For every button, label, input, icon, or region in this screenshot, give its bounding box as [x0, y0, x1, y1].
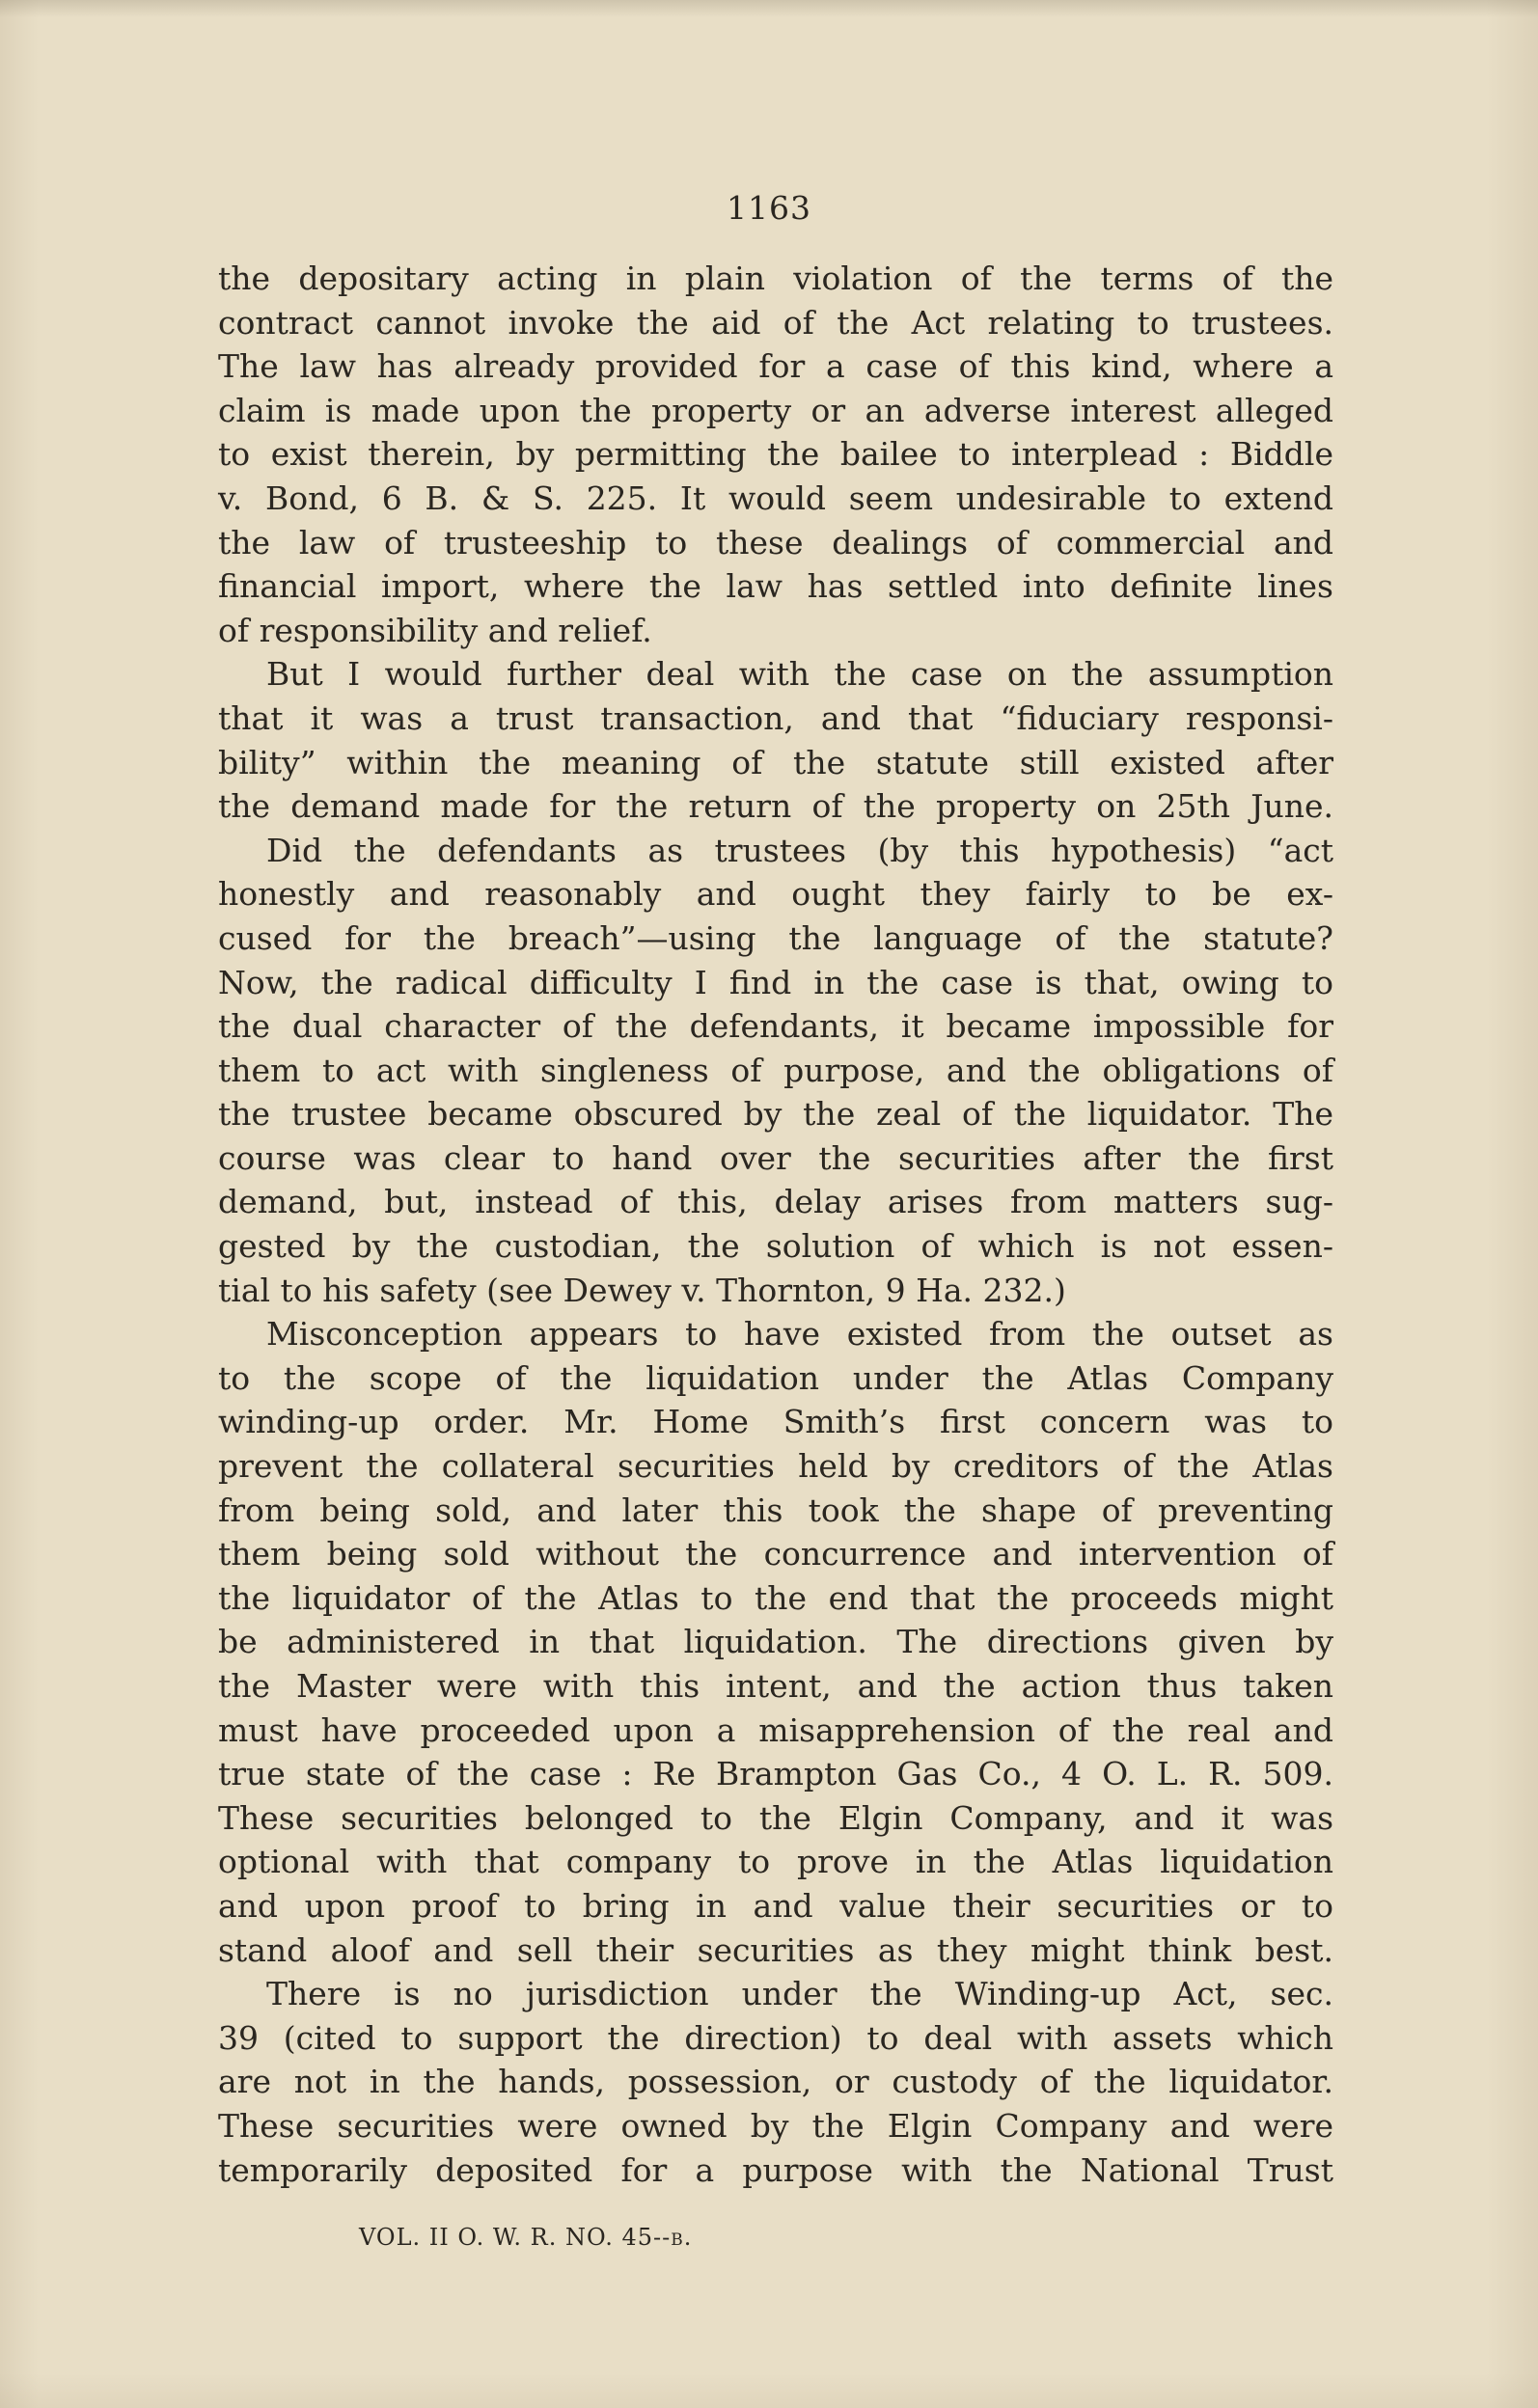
text-line: the Master were with this intent, and the action thus taken: [218, 1667, 1333, 1705]
text-line: v. Bond, 6 B. & S. 225. It would seem undesirable to extend: [218, 479, 1333, 517]
text-line: that it was a trust transaction, and that “fiduciary responsi-: [218, 698, 1333, 737]
text-line: These securities were owned by the Elgin Company and were: [218, 2106, 1333, 2145]
text-line: Now, the radical difficulty I find in the case is that, owing to: [218, 963, 1333, 1001]
text-line: the liquidator of the Atlas to the end that the proceeds might: [218, 1578, 1333, 1617]
text-line: demand, but, instead of this, delay arises from matters sug-: [218, 1183, 1333, 1221]
text-line: There is no jurisdiction under the Winding-up Act, sec.: [266, 1975, 1333, 2013]
text-line: bility” within the meaning of the statute still existed after: [218, 743, 1333, 781]
text-line: gested by the custodian, the solution of which is not essen-: [218, 1227, 1333, 1266]
text-line: financial import, where the law has settled into definite lines: [218, 567, 1333, 606]
text-line: 39 (cited to support the direction) to deal with assets which: [218, 2018, 1333, 2057]
text-line: tial to his safety (see Dewey v. Thornton, 9 Ha. 232.): [218, 1271, 1066, 1309]
text-line: the law of trusteeship to these dealings of commercial and: [218, 523, 1333, 561]
signature-mark: VOL. II O. W. R. NO. 45--b.: [359, 2224, 693, 2251]
text-line: to the scope of the liquidation under the Atlas Company: [218, 1358, 1333, 1397]
text-line: claim is made upon the property or an adverse interest alleged: [218, 391, 1333, 429]
text-line: But I would further deal with the case on the assumption: [266, 655, 1333, 694]
text-line: to exist therein, by permitting the bailee to interplead : Biddle: [218, 435, 1333, 474]
text-line: the dual character of the defendants, it became impossible for: [218, 1007, 1333, 1046]
text-line: temporarily deposited for a purpose with the National Trust: [218, 2150, 1333, 2189]
text-line: honestly and reasonably and ought they fairly to be ex-: [218, 875, 1333, 914]
text-line: prevent the collateral securities held by creditors of the Atlas: [218, 1447, 1333, 1486]
text-line: optional with that company to prove in the Atlas liquidation: [218, 1843, 1333, 1881]
text-line: them being sold without the concurrence and intervention of: [218, 1535, 1333, 1573]
text-line: be administered in that liquidation. The directions given by: [218, 1623, 1333, 1661]
text-line: true state of the case : Re Brampton Gas Co., 4 O. L. R. 509.: [218, 1755, 1333, 1793]
text-line: Misconception appears to have existed from the outset as: [266, 1315, 1333, 1354]
text-line: contract cannot invoke the aid of the Act relating to trustees.: [218, 303, 1333, 342]
text-line: must have proceeded upon a misapprehension of the real and: [218, 1710, 1333, 1749]
text-line: course was clear to hand over the securities after the first: [218, 1138, 1333, 1177]
text-line: from being sold, and later this took the shape of preventing: [218, 1491, 1333, 1529]
text-line: them to act with singleness of purpose, and the obligations of: [218, 1051, 1333, 1089]
text-line: The law has already provided for a case of this kind, where a: [218, 347, 1333, 386]
text-line: winding-up order. Mr. Home Smith’s first concern was to: [218, 1403, 1333, 1441]
text-line: are not in the hands, possession, or custody of the liquidator.: [218, 2063, 1333, 2101]
text-line: and upon proof to bring in and value their securities or to: [218, 1886, 1333, 1925]
text-line: cused for the breach”—using the language of the statute?: [218, 918, 1333, 957]
body-text: [218, 257, 1333, 2192]
text-line: the trustee became obscured by the zeal of the liquidator. The: [218, 1095, 1333, 1134]
page-number: 1163: [727, 189, 811, 227]
text-line: the demand made for the return of the property on 25th June.: [218, 787, 1333, 826]
text-line: stand aloof and sell their securities as they might think best.: [218, 1930, 1333, 1969]
text-line: the depositary acting in plain violation of the terms of the: [218, 260, 1333, 297]
text-line: Did the defendants as trustees (by this hypothesis) “act: [266, 831, 1333, 869]
text-line: These securities belonged to the Elgin Company, and it was: [218, 1798, 1333, 1837]
text-line: of responsibility and relief.: [218, 611, 652, 649]
